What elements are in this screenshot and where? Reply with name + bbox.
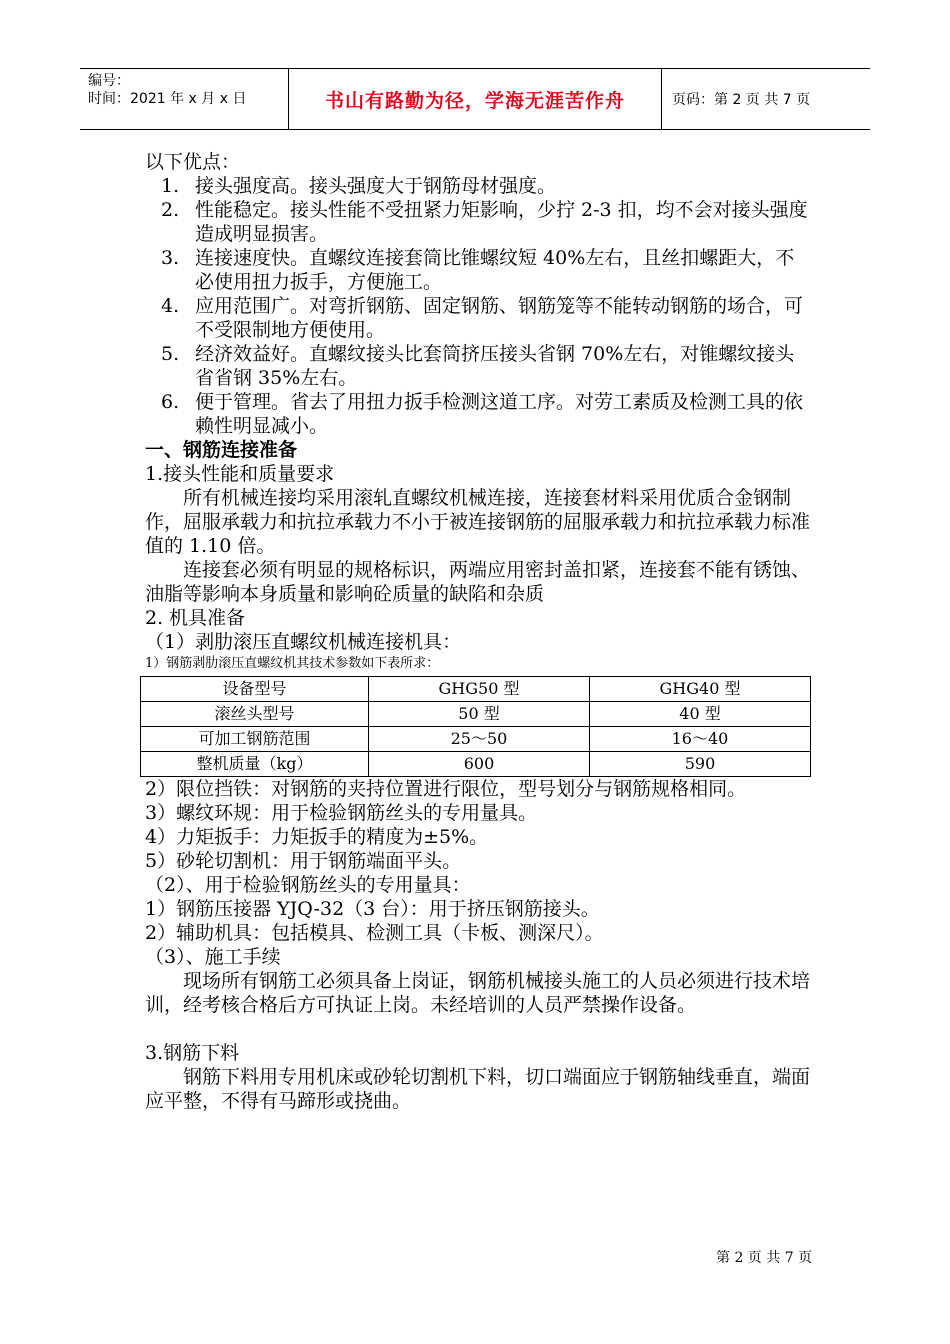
page-header — [80, 68, 870, 130]
section-heading: 一、钢筋连接准备 — [145, 439, 298, 461]
tool-item: 1）钢筋压接器 YJQ-32（3 台）：用于挤压钢筋接头。 — [145, 898, 600, 920]
spacer — [145, 1017, 810, 1041]
paragraph: 所有机械连接均采用滚轧直螺纹机械连接，连接套材料采用优质合金钢制作，屈服承载力和抗拉承载力不小于被连接钢筋的屈服承载力和抗拉承载力标准值的 1.10 倍。 — [145, 487, 811, 557]
tool-item: 2）限位挡铁：对钢筋的夹持位置进行限位，型号划分与钢筋规格相同。 — [145, 778, 747, 800]
tool-item: 2）辅助机具：包括模具、检测工具（卡板、测深尺）。 — [145, 922, 604, 944]
table-cell: 16～40 — [590, 727, 811, 752]
subsection-heading: 2. 机具准备 — [145, 607, 246, 629]
document-body — [145, 150, 810, 1113]
tool-item: 3）螺纹环规：用于检验钢筋丝头的专用量具。 — [145, 802, 538, 824]
tool-item: （3）、施工手续 — [145, 946, 281, 968]
list-item: 2. 性能稳定。接头性能不受扭紧力矩影响，少拧 2-3 扣，均不会对接头强度造成明显损害。 — [161, 199, 808, 245]
table-cell: 可加工钢筋范围 — [141, 727, 369, 752]
list-item: 4. 应用范围广。对弯折钢筋、固定钢筋、钢筋笼等不能转动钢筋的场合，可不受限制地方便使用。 — [161, 295, 804, 341]
sub-item: （1）剥肋滚压直螺纹机械连接机具： — [145, 631, 462, 653]
tool-item: （2）、用于检验钢筋丝头的专用量具： — [145, 874, 471, 896]
table-caption: 1）钢筋剥肋滚压直螺纹机其技术参数如下表所求： — [145, 656, 440, 671]
tool-item: 5）砂轮切割机：用于钢筋端面平头。 — [145, 850, 462, 872]
table-cell: 滚丝头型号 — [141, 702, 369, 727]
subsection-heading: 1.接头性能和质量要求 — [145, 463, 335, 485]
table-cell: GHG50 型 — [369, 677, 590, 702]
list-item: 6. 便于管理。省去了用扭力扳手检测这道工序。对劳工素质及检测工具的依赖性明显减小。 — [161, 391, 804, 437]
table-cell: 590 — [590, 752, 811, 777]
list-item: 1. 接头强度高。接头强度大于钢筋母材强度。 — [161, 175, 557, 197]
paragraph: 钢筋下料用专用机床或砂轮切割机下料，切口端面应于钢筋轴线垂直，端面应平整，不得有马蹄形或挠曲。 — [145, 1066, 811, 1112]
list-item: 3. 连接速度快。直螺纹连接套筒比锥螺纹短 40%左右，且丝扣螺距大，不必使用扭力扳手，方便施工。 — [161, 247, 795, 293]
number-label: 编号： — [88, 73, 130, 89]
tool-item: 4）力矩扳手：力矩扳手的精度为±5%。 — [145, 826, 489, 848]
header-meta — [80, 69, 289, 129]
table-cell: 50 型 — [369, 702, 590, 727]
list-item: 5. 经济效益好。直螺纹接头比套筒挤压接头省钢 70%左右，对锥螺纹接头省省钢 35%左右。 — [161, 343, 795, 389]
paragraph: 现场所有钢筋工必须具备上岗证，钢筋机械接头施工的人员必须进行技术培训，经考核合格后方可执证上岗。未经培训的人员严禁操作设备。 — [145, 970, 811, 1016]
intro-text: 以下优点： — [145, 151, 241, 173]
time-label: 时间：2021 年 x 月 x 日 — [88, 91, 247, 107]
table-row — [141, 677, 811, 702]
table-row — [141, 727, 811, 752]
header-page-number: 页码：第 2 页 共 7 页 — [672, 92, 811, 108]
spec-table — [140, 676, 811, 777]
table-row — [141, 752, 811, 777]
table-row — [141, 702, 811, 727]
table-cell: 设备型号 — [141, 677, 369, 702]
table-cell: GHG40 型 — [590, 677, 811, 702]
table-cell: 600 — [369, 752, 590, 777]
header-motto: 书山有路勤为径，学海无涯苦作舟 — [289, 69, 662, 129]
paragraph: 连接套必须有明显的规格标识，两端应用密封盖扣紧，连接套不能有锈蚀、油脂等影响本身质量和影响砼质量的缺陷和杂质 — [145, 559, 811, 605]
subsection-heading: 3.钢筋下料 — [145, 1042, 240, 1064]
table-cell: 40 型 — [590, 702, 811, 727]
table-cell: 25～50 — [369, 727, 590, 752]
page-footer: 第 2 页 共 7 页 — [716, 1250, 813, 1266]
table-cell: 整机质量（kg） — [141, 752, 369, 777]
